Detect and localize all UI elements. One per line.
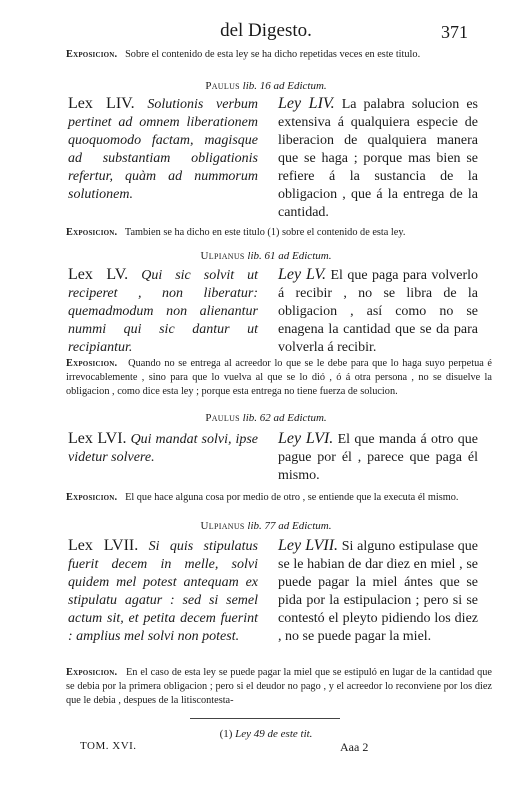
exposicion-label: Exposicion. bbox=[66, 49, 118, 60]
latin-law-text bbox=[68, 430, 258, 467]
source-citation bbox=[0, 80, 532, 92]
citation-reference: lib. 77 ad Edictum. bbox=[247, 520, 332, 532]
citation-reference: lib. 16 ad Edictum. bbox=[242, 80, 327, 92]
exposicion-text: En el caso de esta ley se puede pagar la miel que se estipuló en lugar de la cantidad que se debia por la primera obligacion ; pero si el deudor no pago , y el acreedor lo reconviene por los diez que le debia , despues de la litiscontesta- bbox=[66, 667, 492, 706]
jurist-name: Paulus bbox=[205, 412, 240, 424]
latin-law-number: Lex LIV. bbox=[68, 95, 135, 112]
footnote-text: Ley 49 de este tit. bbox=[235, 728, 313, 740]
spanish-law-body: Si alguno estipulase que se le habian de dar diez en miel , se puede pagar la miel ántes que se pida por la estipulacion ; pero si se contestó el pleyto pidiendo los diez , no se puede pagar la miel. bbox=[278, 539, 479, 644]
source-citation bbox=[0, 520, 532, 532]
citation-reference: lib. 62 ad Edictum. bbox=[242, 412, 327, 424]
exposicion-paragraph bbox=[66, 357, 492, 399]
source-citation bbox=[0, 412, 532, 424]
jurist-name: Ulpianus bbox=[200, 250, 245, 262]
spanish-law-body: La palabra solucion es extensiva á qualquiera especie de liberacion de qualquiera manera que se haga ; porque mas bien se refiere á la sustancia de la obligacion , que á la entrega de la cantidad. bbox=[278, 97, 478, 220]
exposicion-text: Tambien se ha dicho en este titulo (1) sobre el contenido de esta ley. bbox=[124, 227, 406, 238]
spanish-law-number: Ley LV. bbox=[278, 266, 327, 283]
spanish-law-text bbox=[278, 95, 478, 222]
exposicion-paragraph bbox=[66, 491, 492, 505]
latin-law-body: Qui mandat solvi, ipse videtur solvere. bbox=[68, 432, 259, 465]
footnote-marker: (1) bbox=[219, 728, 233, 740]
latin-law-number: Lex LVII. bbox=[68, 537, 139, 554]
jurist-name: Ulpianus bbox=[200, 520, 245, 532]
spanish-law-text bbox=[278, 266, 478, 357]
latin-law-body: Qui sic solvit ut reciperet , non liberatur: quemadmodum non alienantur nummi qui sic dantur ut recipiantur. bbox=[68, 268, 259, 355]
signature-mark: Aaa 2 bbox=[340, 740, 369, 754]
spanish-law-body: El que paga para volverlo á recibir , no se libra de la obligacion , así como no se enagena la cantidad que se da para volverla á recibir. bbox=[278, 268, 479, 355]
footnote-divider bbox=[190, 718, 340, 719]
exposicion-paragraph bbox=[66, 666, 492, 708]
exposicion-text: Sobre el contenido de esta ley se ha dicho repetidas veces en este titulo. bbox=[125, 49, 421, 60]
spanish-law-number: Ley LVII. bbox=[278, 537, 339, 554]
latin-law-number: Lex LV. bbox=[68, 266, 129, 283]
exposicion-text: Quando no se entrega al acreedor lo que se le debe para que lo haga suyo perpetua é irrevocablemente , sino para que lo vuelva al que se lo dió , ó á otra persona , no se disuelve la obligacion , como dice esta ley ; porque esta entrega no tiene fuerza de solucion. bbox=[66, 358, 492, 397]
exposicion-paragraph bbox=[66, 48, 492, 62]
exposicion-label: Exposicion. bbox=[66, 358, 118, 369]
latin-law-text bbox=[68, 95, 258, 204]
spanish-law-number: Ley LIV. bbox=[278, 95, 335, 112]
volume-label: TOM. XVI. bbox=[80, 740, 137, 752]
exposicion-label: Exposicion. bbox=[66, 227, 118, 238]
spanish-law-body: El que manda á otro que pague por él , parece que paga él mismo. bbox=[278, 432, 479, 483]
source-citation bbox=[0, 250, 532, 262]
spanish-law-text bbox=[278, 430, 478, 485]
latin-law-body: Solutionis verbum pertinet ad omnem liberationem quoquomodo factam, magisque ad substantiam obligationis refertur, quàm ad nummorum solutionem. bbox=[68, 97, 259, 202]
exposicion-label: Exposicion. bbox=[66, 667, 118, 678]
exposicion-label: Exposicion. bbox=[66, 492, 118, 503]
running-header-title: del Digesto. bbox=[220, 20, 312, 41]
latin-law-body: Si quis stipulatus fuerit decem in melle, solvi quidem mel potest antequam ex stipulatu agatur : sed si semel actum sit, et petita decem fuerint : amplius mel solvi non potest. bbox=[68, 539, 259, 644]
latin-law-number: Lex LVI. bbox=[68, 430, 127, 447]
latin-law-text bbox=[68, 537, 258, 646]
latin-law-text bbox=[68, 266, 258, 357]
citation-reference: lib. 61 ad Edictum. bbox=[247, 250, 332, 262]
exposicion-text: El que hace alguna cosa por medio de otro , se entiende que la executa él mismo. bbox=[125, 492, 459, 503]
footnote bbox=[0, 728, 532, 740]
spanish-law-text bbox=[278, 537, 478, 646]
page-number: 371 bbox=[441, 22, 468, 42]
exposicion-paragraph bbox=[66, 226, 492, 240]
spanish-law-number: Ley LVI. bbox=[278, 430, 334, 447]
jurist-name: Paulus bbox=[205, 80, 240, 92]
